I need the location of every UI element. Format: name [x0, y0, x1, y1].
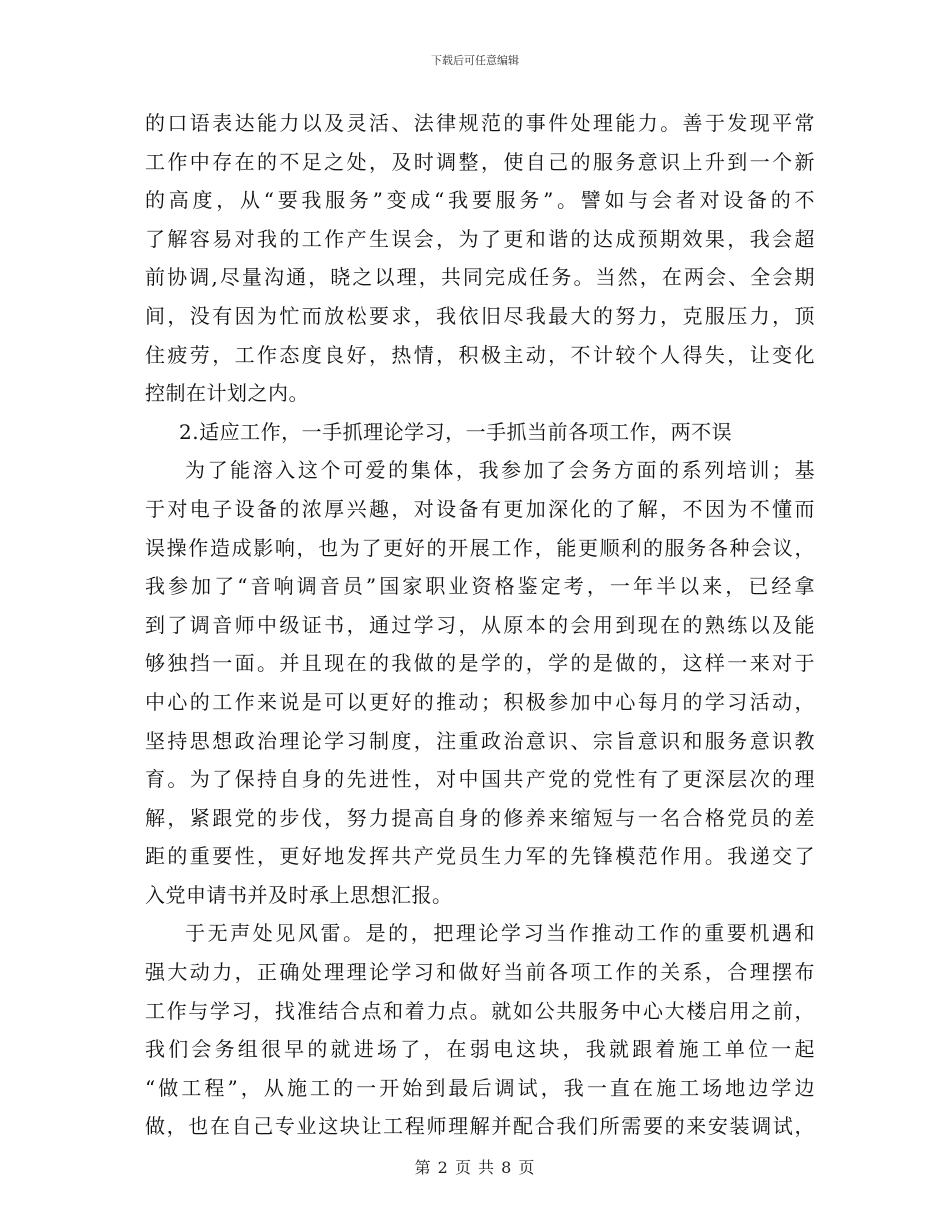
page-footer	[0, 1155, 950, 1178]
text-line: 工作中存在的不足之处，及时调整，使自己的服务意识上升到一个新	[145, 149, 815, 174]
text-line: 于对电子设备的浓厚兴趣，对设备有更加深化的了解，不因为不懂而	[145, 496, 815, 521]
page-header	[0, 52, 950, 68]
text-line: 前协调,尽量沟通，晓之以理，共同完成任务。当然，在两会、全会期	[145, 265, 815, 290]
text-line: 住疲劳，工作态度良好，热情，积极主动，不计较个人得失，让变化	[145, 342, 815, 367]
document-body	[145, 104, 815, 1146]
text-line: 够独挡一面。并且现在的我做的是学的，学的是做的，这样一来对于	[145, 651, 815, 676]
text-line: 我参加了“音响调音员”国家职业资格鉴定考，一年半以来，已经拿	[145, 574, 815, 599]
text-line: 到了调音师中级证书，通过学习，从原本的会用到现在的熟练以及能	[145, 612, 815, 637]
page-number: 第 2 页 共 8 页	[414, 1158, 536, 1177]
text-line: 为了能溶入这个可爱的集体，我参加了会务方面的系列培训；基	[185, 458, 815, 483]
header-note: 下载后可任意编辑	[431, 54, 519, 67]
text-line: 于无声处见风雷。是的，把理论学习当作推动工作的重要机遇和	[185, 921, 815, 946]
text-line: 中心的工作来说是可以更好的推动；积极参加中心每月的学习活动，	[145, 689, 815, 714]
text-line: 了解容易对我的工作产生误会，为了更和谐的达成预期效果，我会超	[145, 226, 815, 251]
text-line: 做，也在自己专业这块让工程师理解并配合我们所需要的来安装调试，	[145, 1114, 815, 1139]
section-heading: 2.适应工作，一手抓理论学习，一手抓当前各项工作，两不误	[179, 419, 733, 444]
text-line: 距的重要性，更好地发挥共产党员生力军的先锋模范作用。我递交了	[145, 844, 815, 869]
text-line: 坚持思想政治理论学习制度，注重政治意识、宗旨意识和服务意识教	[145, 728, 815, 753]
text-line: 的口语表达能力以及灵活、法律规范的事件处理能力。善于发现平常	[145, 111, 815, 135]
text-line: 育。为了保持自身的先进性，对中国共产党的党性有了更深层次的理	[145, 767, 815, 792]
text-line: 入党申请书并及时承上思想汇报。	[145, 882, 453, 907]
text-line: 误操作造成影响，也为了更好的开展工作，能更顺利的服务各种会议，	[145, 535, 815, 560]
text-line: 间，没有因为忙而放松要求，我依旧尽我最大的努力，克服压力，顶	[145, 303, 815, 328]
text-line: 强大动力，正确处理理论学习和做好当前各项工作的关系，合理摆布	[145, 960, 815, 985]
text-line: 控制在计划之内。	[145, 381, 309, 406]
text-line: 解，紧跟党的步伐，努力提高自身的修养来缩短与一名合格党员的差	[145, 805, 815, 830]
text-line: 工作与学习，找准结合点和着力点。就如公共服务中心大楼启用之前，	[145, 998, 815, 1023]
text-line: 的高度，从“要我服务”变成“我要服务”。譬如与会者对设备的不	[145, 188, 815, 213]
text-line: 我们会务组很早的就进场了，在弱电这块，我就跟着施工单位一起	[145, 1037, 815, 1062]
text-line: “做工程”，从施工的一开始到最后调试，我一直在施工场地边学边	[145, 1075, 815, 1100]
